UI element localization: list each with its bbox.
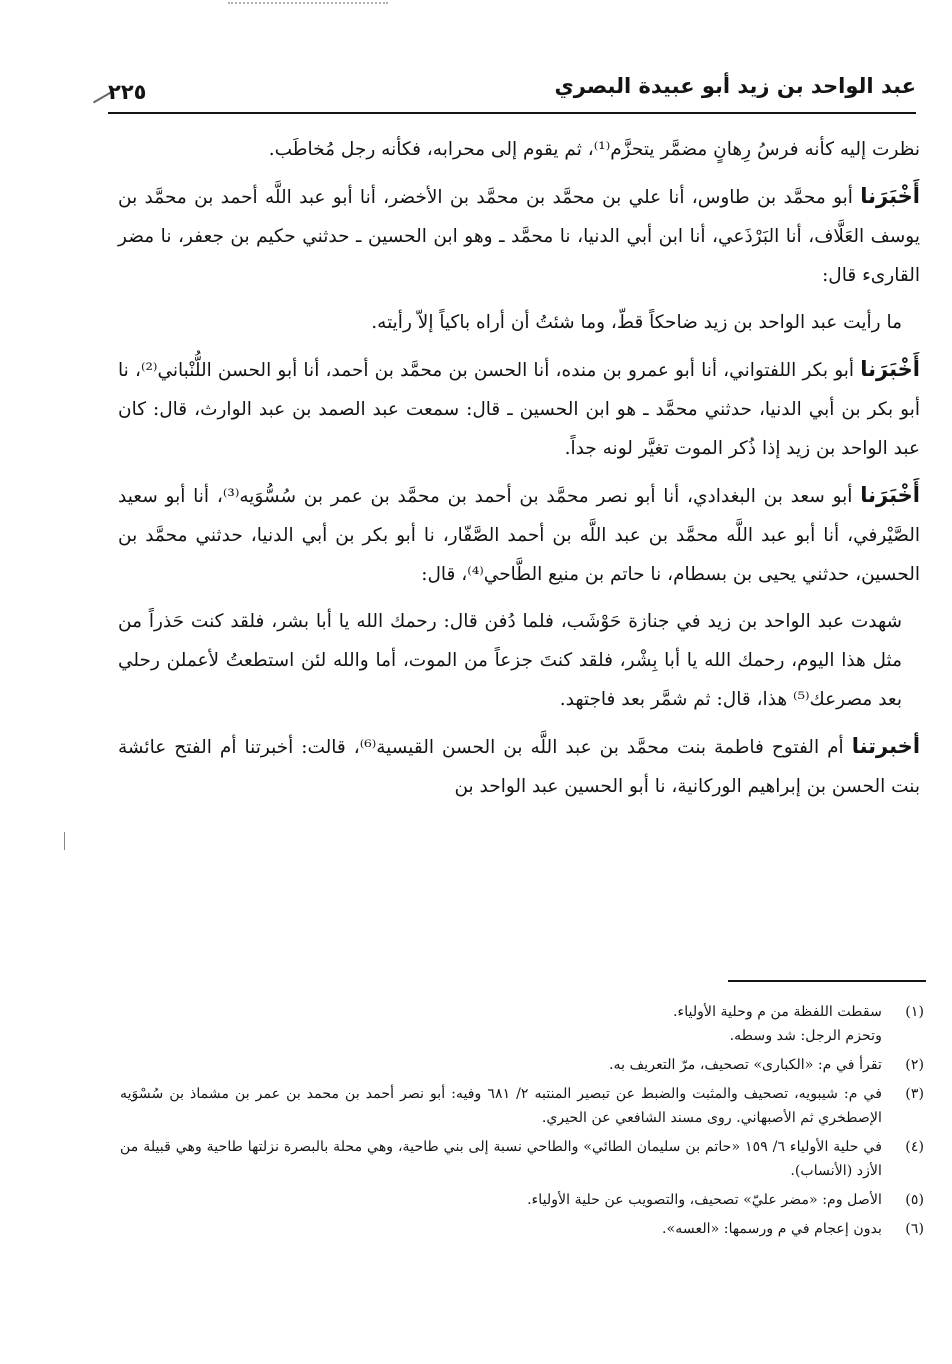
footnote-text [120, 1082, 882, 1130]
paragraph-text: أبو بكر اللفتواني، أنا أبو عمرو بن منده، أنا الحسن بن محمَّد بن أحمد، أنا أبو الحسن اللُّنْباني⁽²⁾، نا أبو بكر بن أبي الدنيا، حدثني محمَّد ـ هو ابن الحسين ـ قال: سمعت عبد الصمد بن عبد الوارث، قال: كان عبد الواحد بن زيد إذا ذُكر الموت تغيَّر لونه جداً. [118, 360, 920, 459]
paragraph [118, 476, 920, 594]
scan-artifact-top [228, 2, 388, 4]
footnotes [120, 1000, 924, 1246]
footnote-number: (٢) [905, 1057, 924, 1073]
paragraph-text: شهدت عبد الواحد بن زيد في جنازة حَوْشَب، فلما دُفن قال: رحمك الله يا أبا بشر، فلقد كنت حَذراً من مثل هذا اليوم، رحمك الله يا أبا بِشْر، فلقد كنتَ جزعاً من الموت، أما والله لئن استطعتُ لأعملن رحلي بعد مصرعك⁽⁵⁾ هذا، قال: ثم شمَّر بعد فاجتهد. [118, 611, 902, 710]
paragraph-text: أبو محمَّد بن طاوس، أنا علي بن محمَّد بن محمَّد بن الأخضر، أنا أبو عبد اللَّه أحمد بن محمَّد بن يوسف العَلَّاف، أنا البَرْذَعي، أنا ابن أبي الدنيا، نا محمَّد ـ وهو ابن الحسين ـ حدثني حكيم بن جعفر، نا مضر القارىء قال: [118, 187, 920, 286]
footnote-number: (٥) [905, 1192, 924, 1208]
footnote [120, 1217, 924, 1241]
footnote-line: الأصل وم: «مضر عليّ» تصحيف، والتصويب عن حلية الأولياء. [527, 1192, 882, 1208]
paragraph-lead-word: أَخْبَرَنا [860, 184, 920, 208]
paragraph-lead-word: أَخْبَرَنا [860, 483, 920, 507]
footnote [120, 1000, 924, 1048]
footnote-text [120, 1135, 882, 1183]
footnote [120, 1082, 924, 1130]
paragraph-lead-word: أَخْبَرَنا [860, 357, 920, 381]
footnote-text [120, 1188, 882, 1212]
page-number: ٢٢٥ [108, 80, 147, 104]
main-text [118, 130, 920, 814]
footnote-line: بدون إعجام في م ورسمها: «العسه». [662, 1221, 882, 1237]
footnote [120, 1135, 924, 1183]
footnote-number: (٣) [905, 1086, 924, 1102]
footnote-text [120, 1053, 882, 1077]
paragraph-lead-word: أخبرتنا [851, 734, 921, 758]
footnote-line: في م: شيبويه، تصحيف والمثبت والضبط عن تبصير المنتبه ٢/ ٦٨١ وفيه: أبو نصر أحمد بن محمد بن عمر بن مشماذ بن سُسْوَيه الإصطخري ثم الأصبهاني. روى مسند الشافعي عن الحيري. [120, 1086, 882, 1126]
footnote-separator [728, 980, 926, 982]
paragraph [118, 130, 920, 169]
paragraph [118, 177, 920, 295]
footnote-line: في حلية الأولياء ٦/ ١٥٩ «حاتم بن سليمان الطائي» والطاحي نسبة إلى بني طاحية، وهي محلة بالبصرة نزلتها طاحية وهي قبيلة من الأزد (الأنساب). [120, 1139, 882, 1179]
running-title: عبد الواحد بن زيد أبو عبيدة البصري [554, 74, 916, 98]
page-header [108, 72, 916, 114]
quoted-paragraph [118, 602, 920, 719]
footnote [120, 1053, 924, 1077]
footnote-number: (٤) [905, 1139, 924, 1155]
quoted-paragraph [118, 303, 920, 342]
footnote-text [120, 1217, 882, 1241]
footnote [120, 1188, 924, 1212]
footnote-line: وتحزم الرجل: شد وسطه. [729, 1028, 882, 1044]
footnote-line: سقطت اللفظة من م وحلية الأولياء. [673, 1004, 882, 1020]
footnote-number: (١) [905, 1004, 924, 1020]
footnote-text [120, 1000, 882, 1048]
paragraph-text: نظرت إليه كأنه فرسُ رِهانٍ مضمَّر يتحزَّم⁽¹⁾، ثم يقوم إلى محرابه، فكأنه رجل مُخاطَب. [268, 139, 920, 160]
footnote-line: تقرأ في م: «الكبارى» تصحيف، مرّ التعريف به. [609, 1057, 882, 1073]
scan-artifact-side-mark [64, 832, 65, 850]
paragraph-text: ما رأيت عبد الواحد بن زيد ضاحكاً قطّ، وما شئتُ أن أراه باكياً إلاّ رأيته. [371, 312, 902, 333]
paragraph-text: أبو سعد بن البغدادي، أنا أبو نصر محمَّد بن أحمد بن محمَّد بن عمر بن سُسُّوَيه⁽³⁾، أنا أبو سعيد الصَّيْرفي، أنا أبو عبد اللَّه محمَّد بن عبد اللَّه بن أحمد الصَّفّار، نا أبو بكر بن أبي الدنيا، حدثني محمَّد بن الحسين، حدثني يحيى بن بسطام، نا حاتم بن منيع الطَّاحي⁽⁴⁾، قال: [118, 486, 920, 585]
paragraph [118, 350, 920, 468]
paragraph-text: أم الفتوح فاطمة بنت محمَّد بن عبد اللَّه بن الحسن القيسية⁽⁶⁾، قالت: أخبرتنا أم الفتح عائشة بنت الحسن بن إبراهيم الوركانية، نا أبو الحسين عبد الواحد بن [118, 737, 920, 797]
footnote-number: (٦) [905, 1221, 924, 1237]
paragraph [118, 727, 920, 806]
